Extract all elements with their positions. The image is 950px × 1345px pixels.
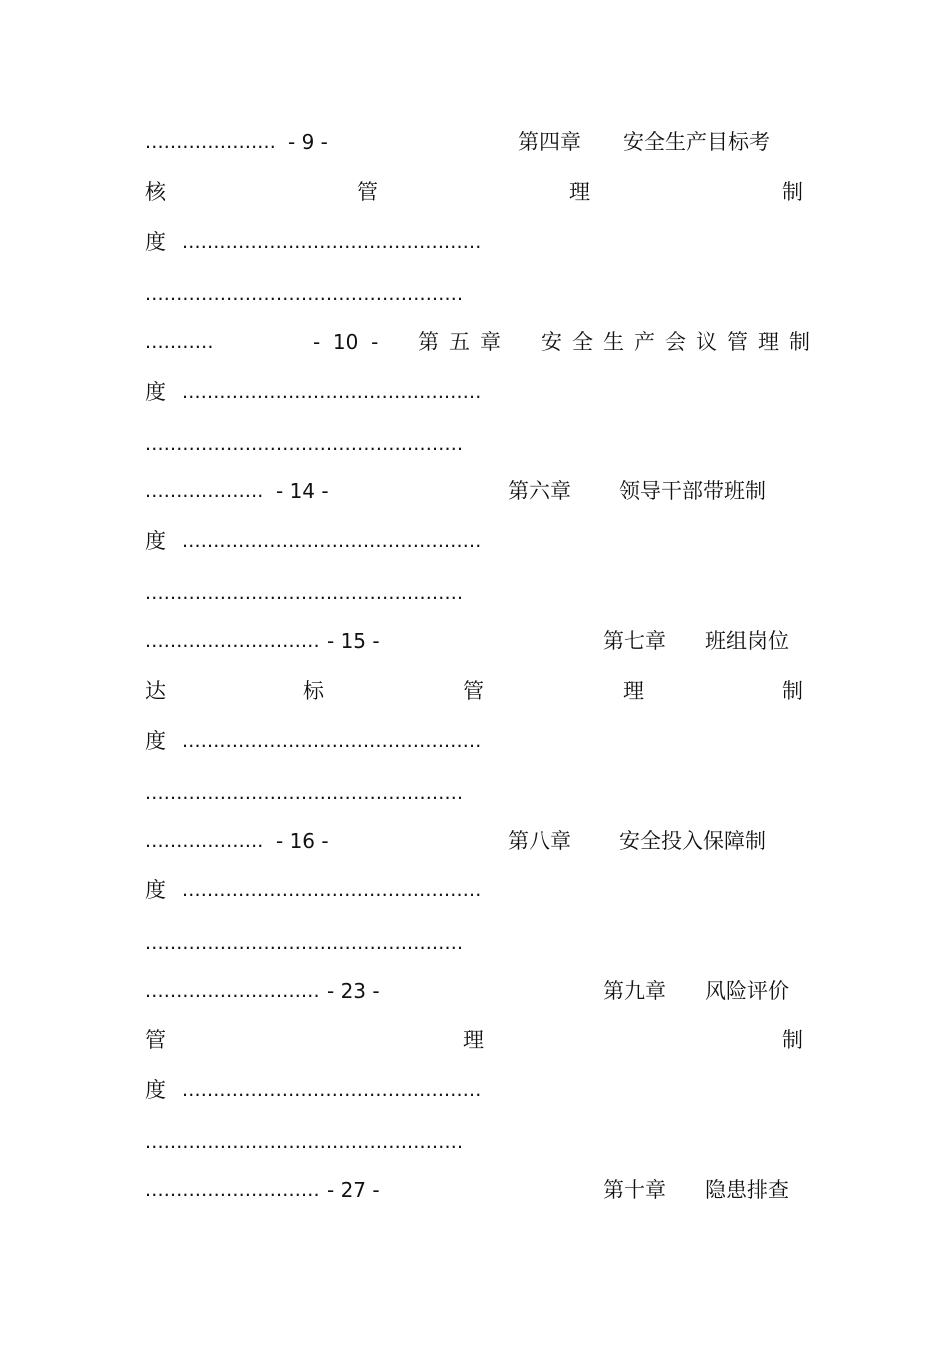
- toc-leader-dots: ................................................: [182, 730, 482, 752]
- toc-page-number: - 23 -: [327, 979, 380, 1003]
- toc-line-justified: [145, 1025, 805, 1055]
- toc-chapter-title: 隐患排查: [705, 1178, 789, 1202]
- toc-title-char: 理: [463, 1028, 484, 1052]
- toc-line-justified: [145, 676, 805, 706]
- toc-line-dots: [145, 279, 805, 309]
- toc-line-chapter-7: [145, 626, 805, 656]
- toc-title-char: 度: [145, 1078, 166, 1102]
- toc-leader-dots: ................................................: [182, 530, 482, 552]
- toc-line-chapter-5: [145, 327, 820, 357]
- toc-leader-dots: ............................: [145, 980, 320, 1002]
- toc-chapter-label: 第十章: [603, 1178, 666, 1202]
- toc-title-char: 制: [782, 180, 803, 204]
- toc-leader-dots: ...................................................: [145, 283, 464, 305]
- toc-leader-dots: ...................................................: [145, 433, 464, 455]
- toc-chapter-label: 第六章: [508, 479, 571, 503]
- toc-chapter-title: 安全生产会议管理制: [541, 330, 820, 354]
- toc-chapter-label: 第四章: [518, 130, 581, 154]
- toc-leader-dots: ...................: [145, 830, 264, 852]
- toc-title-char: 管: [145, 1028, 166, 1052]
- toc-leader-dots: ................................................: [182, 231, 482, 253]
- toc-line-du: [145, 1075, 805, 1105]
- toc-line-chapter-8: [145, 826, 805, 856]
- toc-page-number: - 10 -: [313, 330, 379, 354]
- toc-chapter-title: 风险评价: [705, 979, 789, 1003]
- toc-leader-dots: ............................: [145, 630, 320, 652]
- toc-line-chapter-9: [145, 976, 805, 1006]
- toc-leader-dots: ...................................................: [145, 1131, 464, 1153]
- toc-page-number: - 14 -: [276, 479, 329, 503]
- toc-page-number: - 9 -: [288, 130, 328, 154]
- toc-line-dots: [145, 928, 805, 958]
- toc-title-char: 度: [145, 729, 166, 753]
- toc-title-char: 理: [569, 180, 590, 204]
- toc-chapter-label: 第七章: [603, 629, 666, 653]
- toc-title-char: 理: [623, 679, 644, 703]
- toc-leader-dots: ...................: [145, 480, 264, 502]
- toc-line-dots: [145, 778, 805, 808]
- toc-line-dots: [145, 1127, 805, 1157]
- toc-leader-dots: ...................................................: [145, 932, 464, 954]
- toc-chapter-title: 安全生产目标考: [623, 130, 770, 154]
- toc-chapter-label: 第九章: [603, 979, 666, 1003]
- toc-page-number: - 15 -: [327, 629, 380, 653]
- toc-leader-dots: ...................................................: [145, 782, 464, 804]
- toc-title-char: 制: [782, 679, 803, 703]
- toc-chapter-title: 领导干部带班制: [619, 479, 766, 503]
- toc-page-number: - 27 -: [327, 1178, 380, 1202]
- toc-leader-dots: ...........: [145, 331, 214, 353]
- toc-line-justified: [145, 177, 805, 207]
- toc-line-dots: [145, 429, 805, 459]
- toc-chapter-label: 第八章: [508, 829, 571, 853]
- toc-title-char: 核: [145, 180, 166, 204]
- toc-line-du: [145, 227, 805, 257]
- toc-chapter-label: 第五章: [418, 330, 511, 354]
- toc-line-du: [145, 526, 805, 556]
- toc-title-char: 管: [357, 180, 378, 204]
- toc-line-chapter-4: [145, 127, 805, 157]
- toc-line-dots: [145, 578, 805, 608]
- toc-chapter-title: 安全投入保障制: [619, 829, 766, 853]
- toc-chapter-title: 班组岗位: [705, 629, 789, 653]
- toc-leader-dots: ............................: [145, 1179, 320, 1201]
- toc-title-char: 标: [303, 679, 324, 703]
- toc-leader-dots: ................................................: [182, 879, 482, 901]
- toc-title-char: 度: [145, 529, 166, 553]
- toc-title-char: 度: [145, 878, 166, 902]
- toc-line-du: [145, 726, 805, 756]
- toc-page-number: - 16 -: [276, 829, 329, 853]
- toc-title-char: 度: [145, 380, 166, 404]
- toc-line-chapter-10: [145, 1175, 805, 1205]
- toc-line-du: [145, 875, 805, 905]
- toc-line-du: [145, 377, 805, 407]
- toc-line-chapter-6: [145, 476, 805, 506]
- toc-title-char: 管: [463, 679, 484, 703]
- toc-leader-dots: ................................................: [182, 1079, 482, 1101]
- toc-title-char: 制: [782, 1028, 803, 1052]
- toc-leader-dots: .....................: [145, 131, 277, 153]
- toc-title-char: 度: [145, 230, 166, 254]
- toc-title-char: 达: [145, 679, 166, 703]
- toc-leader-dots: ................................................: [182, 381, 482, 403]
- toc-leader-dots: ...................................................: [145, 582, 464, 604]
